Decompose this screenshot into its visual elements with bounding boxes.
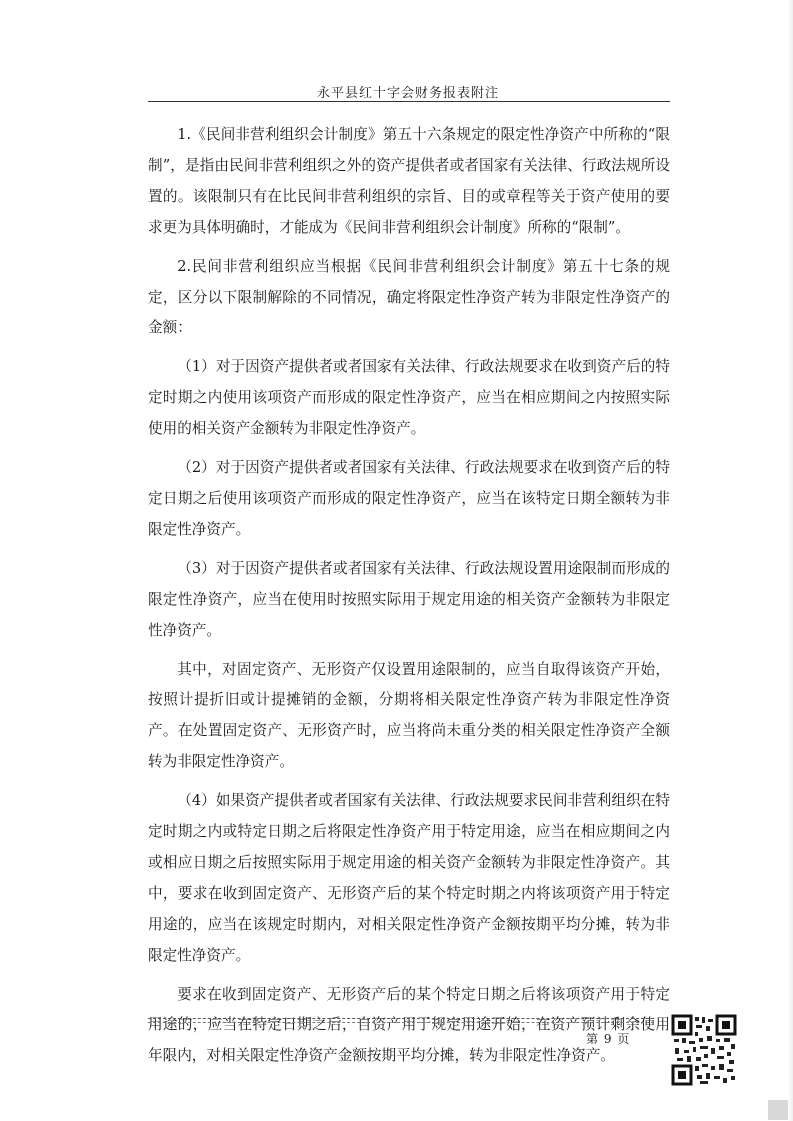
header-divider <box>148 101 670 102</box>
paragraph-5: （3）对于因资产提供者或者国家有关法律、行政法规设置用途限制而形成的限定性净资产，应当在使用时按照实际用于规定用途的相关资产金额转为非限定性净资产。 <box>148 559 670 639</box>
page-number: 第 9 页 <box>586 1032 631 1046</box>
paragraph-7: （4）如果资产提供者或者国家有关法律、行政法规要求民间非营利组织在特定时期之内或特定日期之后将限定性净资产用于特定用途，应当在相应期间之内或相应日期之后按照实际用于规定用途的相关资产金额转为非限定性净资产。其中，要求在收到固定资产、无形资产后的某个特定时期之内将该项资产用于特定用途的，应当在该规定时期内，对相关限定性净资产金额按期平均分摊，转为非限定性净资产。 <box>148 792 670 964</box>
paragraph-4: （2）对于因资产提供者或者国家有关法律、行政法规要求在收到资产后的特定日期之后使用该项资产而形成的限定性净资产，应当在该特定日期全额转为非限定性净资产。 <box>148 459 670 538</box>
paragraph-8: 要求在收到固定资产、无形资产后的某个特定日期之后将该项资产用于特定用途的，应当在特定日期之后，自资产用于规定用途开始，在资产预计剩余使用年限内，对相关限定性净资产金额按期平均分摊，转为非限定性净资产。 <box>148 985 670 1065</box>
page-header-title: 永平县红十字会财务报表附注 <box>316 86 499 101</box>
paragraph-6: 其中，对固定资产、无形资产仅设置用途限制的，应当自取得该资产开始，按照计提折旧或计提摊销的金额，分期将相关限定性净资产转为非限定性净资产。在处置固定资产、无形资产时，应当将尚未重分类的相关限定性净资产全额转为非限定性净资产。 <box>148 660 670 771</box>
paragraph-1: 1.《民间非营利组织会计制度》第五十六条规定的限定性净资产中所称的“限制”，是指由民间非营利组织之外的资产提供者或者国家有关法律、行政法规所设置的。该限制只有在比民间非营利组织的宗旨、目的或章程等关于资产使用的要求更为具体明确时，才能成为《民间非营利组织会计制度》所称的“限制”。 <box>148 126 670 236</box>
paragraph-2: 2.民间非营利组织应当根据《民间非营利组织会计制度》第五十七条的规定，区分以下限制解除的不同情况，确定将限定性净资产转为非限定性净资产的金额： <box>148 257 670 337</box>
qr-code-icon <box>671 1014 737 1086</box>
paragraph-3: （1）对于因资产提供者或者国家有关法律、行政法规要求在收到资产后的特定时期之内使用该项资产而形成的限定性净资产，应当在相应期间之内按照实际使用的相关资产金额转为非限定性净资产。 <box>148 358 670 438</box>
footer-divider-secondary <box>148 1022 654 1023</box>
footer-divider <box>148 1018 654 1019</box>
document-body <box>148 120 670 1080</box>
scan-edge-shadow <box>788 0 793 1121</box>
